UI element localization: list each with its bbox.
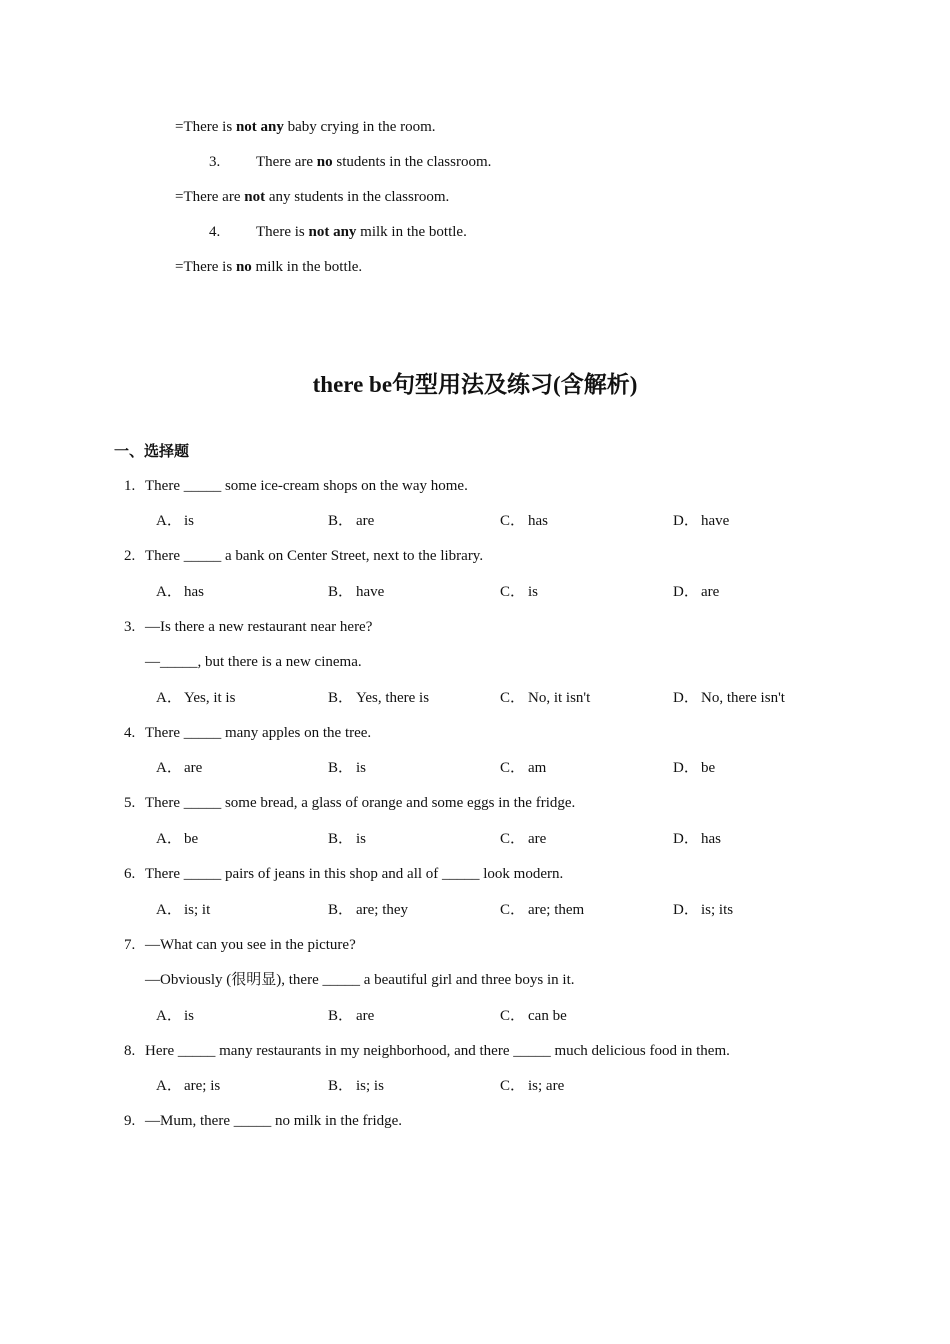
option-c bbox=[500, 688, 590, 708]
text: milk in the bottle. bbox=[356, 224, 467, 240]
option-c bbox=[500, 511, 548, 531]
question-text: There _____ a bank on Center Street, next to the library. bbox=[145, 548, 484, 564]
option-letter: A． bbox=[156, 902, 182, 918]
option-letter: A． bbox=[156, 690, 182, 706]
option-letter: B． bbox=[328, 690, 354, 706]
option-d bbox=[673, 829, 721, 849]
option-text: are; them bbox=[528, 902, 585, 918]
question-7-line-2: —Obviously (很明显), there _____ a beautiful girl and three boys in it. bbox=[145, 972, 575, 988]
option-text: No, there isn't bbox=[701, 690, 785, 706]
question-9 bbox=[124, 1111, 402, 1131]
option-a bbox=[156, 511, 194, 531]
intro-line-1 bbox=[175, 117, 436, 137]
option-text: is; its bbox=[701, 902, 734, 918]
question-number: 7. bbox=[124, 937, 136, 953]
option-letter: C． bbox=[500, 831, 526, 847]
option-letter: A． bbox=[156, 1008, 182, 1024]
option-c bbox=[500, 758, 546, 778]
option-text: has bbox=[701, 831, 721, 847]
option-letter: C． bbox=[500, 584, 526, 600]
option-letter: B． bbox=[328, 513, 354, 529]
option-text: is; it bbox=[184, 902, 211, 918]
text: =There is bbox=[175, 259, 236, 275]
question-number: 4. bbox=[124, 725, 136, 741]
question-number: 6. bbox=[124, 866, 136, 882]
text: students in the classroom. bbox=[332, 154, 492, 170]
question-text: There _____ many apples on the tree. bbox=[145, 725, 372, 741]
question-3-line-2: —_____, but there is a new cinema. bbox=[145, 654, 362, 670]
option-text: have bbox=[356, 584, 385, 600]
option-d bbox=[673, 582, 719, 602]
question-8 bbox=[124, 1041, 730, 1061]
option-c bbox=[500, 829, 546, 849]
option-c bbox=[500, 900, 584, 920]
option-text: has bbox=[528, 513, 548, 529]
question-4 bbox=[124, 723, 371, 743]
option-text: is bbox=[356, 831, 367, 847]
option-text: has bbox=[184, 584, 204, 600]
option-c bbox=[500, 1076, 564, 1096]
question-6 bbox=[124, 864, 563, 884]
option-c bbox=[500, 582, 538, 602]
option-b bbox=[328, 829, 366, 849]
option-letter: D． bbox=[673, 760, 699, 776]
option-letter: C． bbox=[500, 1078, 526, 1094]
option-text: are bbox=[356, 1008, 375, 1024]
option-text: are bbox=[528, 831, 547, 847]
option-text: Yes, it is bbox=[184, 690, 236, 706]
section-heading: 一、选择题 bbox=[114, 442, 190, 460]
option-text: be bbox=[701, 760, 716, 776]
question-text: Here _____ many restaurants in my neighborhood, and there _____ much delicious food in them. bbox=[145, 1043, 730, 1059]
text: baby crying in the room. bbox=[283, 119, 436, 135]
question-text: —Mum, there _____ no milk in the fridge. bbox=[145, 1113, 403, 1129]
option-d bbox=[673, 688, 785, 708]
option-letter: D． bbox=[673, 584, 699, 600]
question-number: 1. bbox=[124, 478, 136, 494]
option-letter: C． bbox=[500, 1008, 526, 1024]
text: =There is bbox=[175, 119, 236, 135]
question-1 bbox=[124, 476, 468, 496]
option-letter: C． bbox=[500, 902, 526, 918]
option-a bbox=[156, 688, 235, 708]
item-number: 3. bbox=[209, 154, 221, 170]
option-letter: B． bbox=[328, 1078, 354, 1094]
option-b bbox=[328, 688, 429, 708]
bold-text: no bbox=[235, 259, 252, 275]
option-letter: A． bbox=[156, 513, 182, 529]
item-number: 4. bbox=[209, 224, 221, 240]
option-d bbox=[673, 900, 733, 920]
option-letter: C． bbox=[500, 690, 526, 706]
option-text: is; are bbox=[528, 1078, 565, 1094]
option-text: be bbox=[184, 831, 199, 847]
option-letter: A． bbox=[156, 760, 182, 776]
question-7 bbox=[124, 935, 356, 955]
option-letter: D． bbox=[673, 690, 699, 706]
bold-text: not any bbox=[308, 224, 357, 240]
intro-line-5 bbox=[175, 257, 362, 277]
option-letter: C． bbox=[500, 513, 526, 529]
bold-text: not bbox=[244, 189, 266, 205]
text: There is bbox=[256, 224, 309, 240]
option-b bbox=[328, 1006, 374, 1026]
option-a bbox=[156, 829, 198, 849]
option-text: is bbox=[184, 513, 195, 529]
option-text: No, it isn't bbox=[528, 690, 591, 706]
question-text: —What can you see in the picture? bbox=[145, 937, 356, 953]
question-number: 3. bbox=[124, 619, 136, 635]
text: =There are bbox=[175, 189, 245, 205]
option-letter: D． bbox=[673, 902, 699, 918]
question-text: There _____ some bread, a glass of orange and some eggs in the fridge. bbox=[145, 795, 576, 811]
option-d bbox=[673, 758, 715, 778]
option-letter: B． bbox=[328, 1008, 354, 1024]
option-text: Yes, there is bbox=[356, 690, 430, 706]
option-letter: D． bbox=[673, 831, 699, 847]
bold-text: no bbox=[316, 154, 333, 170]
option-text: are bbox=[701, 584, 720, 600]
option-text: are bbox=[184, 760, 203, 776]
question-text: —Is there a new restaurant near here? bbox=[145, 619, 373, 635]
option-b bbox=[328, 900, 408, 920]
question-2 bbox=[124, 546, 483, 566]
question-3 bbox=[124, 617, 372, 637]
bold-text: not any bbox=[235, 119, 284, 135]
option-d bbox=[673, 511, 729, 531]
question-number: 9. bbox=[124, 1113, 136, 1129]
option-a bbox=[156, 1006, 194, 1026]
option-text: is bbox=[184, 1008, 195, 1024]
option-c bbox=[500, 1006, 567, 1026]
intro-line-3 bbox=[175, 187, 449, 207]
text: milk in the bottle. bbox=[251, 259, 363, 275]
text: any students in the classroom. bbox=[265, 189, 450, 205]
option-text: is; is bbox=[356, 1078, 384, 1094]
option-letter: B． bbox=[328, 831, 354, 847]
option-a bbox=[156, 1076, 220, 1096]
option-letter: C． bbox=[500, 760, 526, 776]
question-5 bbox=[124, 793, 575, 813]
option-a bbox=[156, 582, 204, 602]
option-text: is bbox=[356, 760, 367, 776]
option-text: is bbox=[528, 584, 539, 600]
question-number: 8. bbox=[124, 1043, 136, 1059]
option-text: have bbox=[701, 513, 730, 529]
option-letter: B． bbox=[328, 584, 354, 600]
option-letter: A． bbox=[156, 1078, 182, 1094]
option-text: are; they bbox=[356, 902, 409, 918]
option-a bbox=[156, 900, 210, 920]
option-b bbox=[328, 758, 366, 778]
question-number: 2. bbox=[124, 548, 136, 564]
option-letter: D． bbox=[673, 513, 699, 529]
question-text: There _____ pairs of jeans in this shop and all of _____ look modern. bbox=[145, 866, 564, 882]
option-text: are bbox=[356, 513, 375, 529]
option-letter: A． bbox=[156, 584, 182, 600]
option-b bbox=[328, 1076, 384, 1096]
option-letter: B． bbox=[328, 902, 354, 918]
option-text: can be bbox=[528, 1008, 567, 1024]
question-text: There _____ some ice-cream shops on the way home. bbox=[145, 478, 468, 494]
option-b bbox=[328, 582, 384, 602]
page-title: there be句型用法及练习(含解析) bbox=[312, 372, 638, 397]
option-a bbox=[156, 758, 202, 778]
option-b bbox=[328, 511, 374, 531]
option-letter: A． bbox=[156, 831, 182, 847]
option-text: are; is bbox=[184, 1078, 221, 1094]
question-number: 5. bbox=[124, 795, 136, 811]
text: There are bbox=[256, 154, 317, 170]
option-text: am bbox=[528, 760, 547, 776]
option-letter: B． bbox=[328, 760, 354, 776]
